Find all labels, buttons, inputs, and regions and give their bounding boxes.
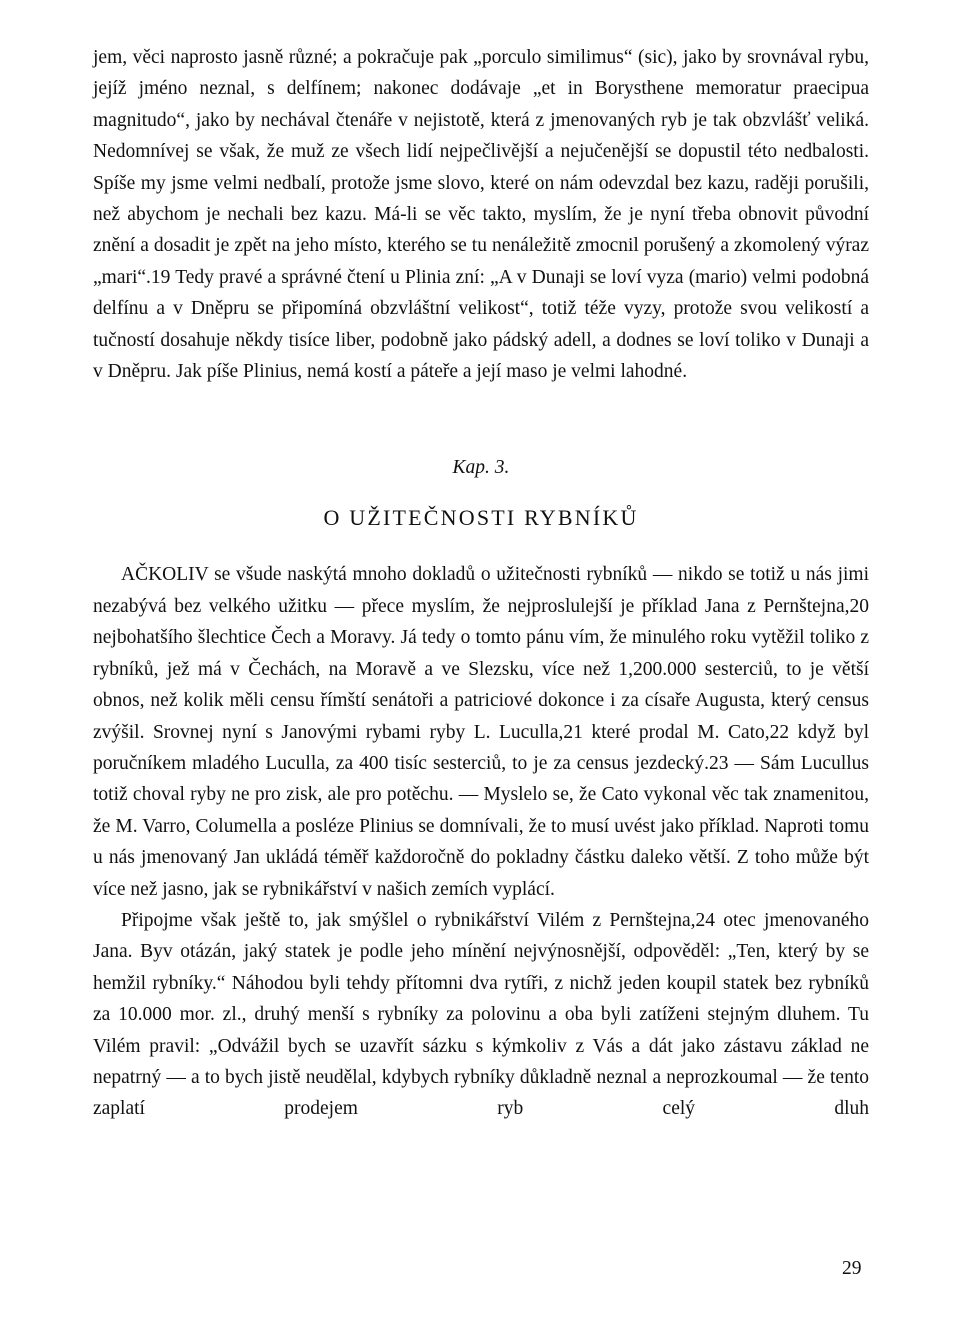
paragraph-3: Připojme však ještě to, jak smýšlel o rybnikářství Vilém z Pernštejna,24 otec jmenovaného Jana. Byv otázán, jaký statek je podle jeho mínění nejvýnosnější, odpověděl: „Ten, který by se hemžil rybníky.“ Náhodou byli tehdy přítomni dva rytíři, z nichž jeden koupil statek bez rybníků za 10.000 mor. zl., druhý menší s rybníky za polovinu a oba byli zatíženi stejným dluhem. Tu Vilém pravil: „Odvážil bych se uzavřít sázku s kýmkoliv z Vás a dát jako zástavu základ ne nepatrný — a to bych jistě neudělal, kdybych rybníky důkladně neznal a neprozkoumal — že tento zaplatí prodejem ryb celý dluh <box>93 909 869 1120</box>
paragraph-2: AČKOLIV se všude naskýtá mnoho dokladů o užitečnosti rybníků — nikdo se totiž u nás jimi nezabývá bez velkého užitku — přece myslím, že nejproslulejší je příklad Jana z Pernštejna,20 nejbohatšího šlechtice Čech a Moravy. Já tedy o tomto pánu vím, že minulého roku vytěžil toliko z rybníků, jež má v Čechách, na Moravě a ve Slezsku, více než 1,200.000 sesterciů, to je větší obnos, než kolik měli censu římští senátoři a patriciové dokonce i za císaře Augusta, který census zvýšil. Srovnej nyní s Janovými rybami ryby L. Lucullа,21 které prodal M. Cato,22 když byl poručníkem mladého Lucullа, za 400 tisíc sesterciů, to je za census jezdecký.23 — Sám Lucullus totiž choval ryby ne pro zisk, ale pro potěchu. — Myslelo se, že Cato vykonal věc tak znamenitou, že M. Varro, Columella a posléze Plinius se domnívali, že to musí uvést jako příklad. Naproti tomu u nás jmenovaný Jan ukládá téměř každoročně do pokladny částku daleko větší. Z toho může být více než jasno, jak se rybnikářství v našich zemích vyplácí. <box>93 564 869 900</box>
chapter-label: Kap. 3. <box>452 457 510 479</box>
page-body <box>93 42 869 1125</box>
paragraph-1: jem, věci naprosto jasně různé; a pokračuje pak „porculo similimus“ (sic), jako by srovnával rybu, jejíž jméno neznal, s delfínem; nakonec dodávaje „et in Borysthene memoratur praecipua magnitudo“, jako by nechával čtenáře v nejistotě, která z jmenovaných ryb je tak obzvlášť veliká. Nedomnívej se však, že muž ze všech lidí nejpečlivější a nejučenější se dopustil této nedbalosti. Spíše my jsme velmi nedbalí, protože jsme slovo, které on nám odevzdal bez kazu, raději porušili, než abychom je nechali bez kazu. Má-li se věc takto, myslím, že je nyní třeba obnovit původní znění a dosadit je zpět na jeho místo, kterého se tu nenáležitě zmocnil porušený a zkomolený výraz „mari“.19 Tedy pravé a správné čtení u Plinia zní: „A v Dunaji se loví vyza (mario) velmi podobná delfínu a v Dněpru se připomíná obzvláštní velikost“, totiž téže vyzy, protože svou velikostí a tučností dosahuje někdy tisíce liber, podobně jako pádský adell, a dodnes se loví toliko v Dunaji a v Dněpru. Jak píše Plinius, nemá kostí a páteře a její maso je velmi lahodné. <box>93 47 869 383</box>
chapter-title: O UŽITEČNOSTI RYBNÍKŮ <box>323 505 639 531</box>
page-number: 29 <box>842 1258 862 1279</box>
